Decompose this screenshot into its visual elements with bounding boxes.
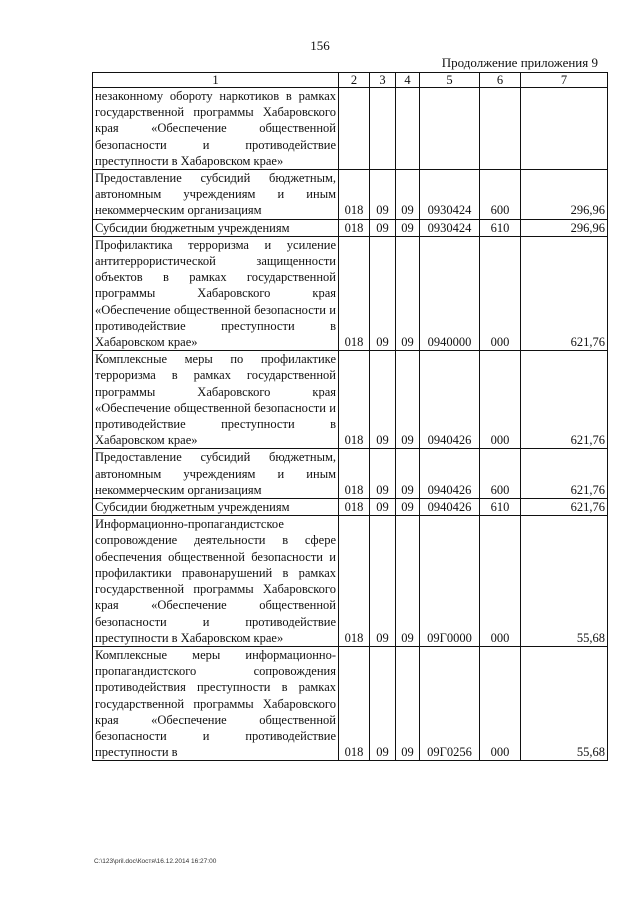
table-row xyxy=(93,646,608,760)
admin-code-cell: 018 xyxy=(339,170,370,220)
subsection-cell: 09 xyxy=(396,351,420,449)
subsection-cell: 09 xyxy=(396,170,420,220)
admin-code-cell: 018 xyxy=(339,646,370,760)
table-row xyxy=(93,219,608,236)
target-article-cell: 09Г0256 xyxy=(420,646,480,760)
row-name-cell: Комплексные меры по профилактике терроризма в рамках государственной программы Хабаровского края «Обеспечение общественной безопасности и противодействие преступности в Хабаровском крае» xyxy=(93,351,339,449)
target-article-cell: 0940426 xyxy=(420,499,480,516)
amount-cell: 621,76 xyxy=(521,449,608,499)
amount-cell: 296,96 xyxy=(521,219,608,236)
subsection-cell xyxy=(396,88,420,170)
row-name-cell: Предоставление субсидий бюджетным, автономным учреждениям и иным некоммерческим организациям xyxy=(93,170,339,220)
section-cell: 09 xyxy=(370,236,396,350)
target-article-cell xyxy=(420,88,480,170)
subsection-cell: 09 xyxy=(396,516,420,647)
expense-type-cell: 000 xyxy=(480,516,521,647)
section-cell: 09 xyxy=(370,170,396,220)
target-article-cell: 09Г0000 xyxy=(420,516,480,647)
subsection-cell: 09 xyxy=(396,236,420,350)
table-row xyxy=(93,236,608,350)
expense-type-cell: 000 xyxy=(480,236,521,350)
expense-type-cell: 000 xyxy=(480,351,521,449)
admin-code-cell xyxy=(339,88,370,170)
amount-cell: 296,96 xyxy=(521,170,608,220)
admin-code-cell: 018 xyxy=(339,236,370,350)
section-cell xyxy=(370,88,396,170)
row-name-cell: Профилактика терроризма и усиление антитеррористической защищенности объектов в рамках государственной программы Хабаровского края «Обеспечение общественной безопасности и противодействие преступности в Хабаровском крае» xyxy=(93,236,339,350)
admin-code-cell: 018 xyxy=(339,351,370,449)
target-article-cell: 0940426 xyxy=(420,351,480,449)
row-name-cell: Субсидии бюджетным учреждениям xyxy=(93,219,339,236)
expense-type-cell: 600 xyxy=(480,170,521,220)
expense-type-cell: 610 xyxy=(480,499,521,516)
column-header: 4 xyxy=(396,73,420,88)
section-cell: 09 xyxy=(370,219,396,236)
amount-cell: 55,68 xyxy=(521,516,608,647)
admin-code-cell: 018 xyxy=(339,516,370,647)
subsection-cell: 09 xyxy=(396,449,420,499)
column-header: 7 xyxy=(521,73,608,88)
subsection-cell: 09 xyxy=(396,646,420,760)
expense-type-cell: 600 xyxy=(480,449,521,499)
admin-code-cell: 018 xyxy=(339,449,370,499)
admin-code-cell: 018 xyxy=(339,499,370,516)
target-article-cell: 0930424 xyxy=(420,170,480,220)
column-header: 1 xyxy=(93,73,339,88)
table-row xyxy=(93,516,608,647)
row-name-cell: Субсидии бюджетным учреждениям xyxy=(93,499,339,516)
section-cell: 09 xyxy=(370,449,396,499)
amount-cell xyxy=(521,88,608,170)
row-name-cell: незаконному обороту наркотиков в рамках государственной программы Хабаровского края «Обеспечение общественной безопасности и противодействие преступности в Хабаровском крае» xyxy=(93,88,339,170)
amount-cell: 621,76 xyxy=(521,236,608,350)
row-name-cell: Комплексные меры информационно-пропагандистского сопровождения противодействия преступности в рамках государственной программы Хабаровского края «Обеспечение общественной безопасности и противодействие преступности в xyxy=(93,646,339,760)
table-row xyxy=(93,88,608,170)
row-name-cell: Предоставление субсидий бюджетным, автономным учреждениям и иным некоммерческим организациям xyxy=(93,449,339,499)
subsection-cell: 09 xyxy=(396,499,420,516)
amount-cell: 621,76 xyxy=(521,499,608,516)
section-cell: 09 xyxy=(370,516,396,647)
header-row xyxy=(93,73,608,88)
expense-type-cell xyxy=(480,88,521,170)
target-article-cell: 0940000 xyxy=(420,236,480,350)
target-article-cell: 0930424 xyxy=(420,219,480,236)
column-header: 3 xyxy=(370,73,396,88)
table-row xyxy=(93,499,608,516)
budget-table xyxy=(92,72,608,761)
amount-cell: 55,68 xyxy=(521,646,608,760)
row-name-cell: Информационно-пропагандистское сопровождение деятельности в сфере обеспечения общественной безопасности и профилактики правонарушений в рамках государственной программы Хабаровского края «Обеспечение общественной безопасности и противодействие преступности в Хабаровском крае» xyxy=(93,516,339,647)
column-header: 6 xyxy=(480,73,521,88)
amount-cell: 621,76 xyxy=(521,351,608,449)
column-header: 2 xyxy=(339,73,370,88)
admin-code-cell: 018 xyxy=(339,219,370,236)
target-article-cell: 0940426 xyxy=(420,449,480,499)
section-cell: 09 xyxy=(370,646,396,760)
expense-type-cell: 610 xyxy=(480,219,521,236)
file-path-footer: C:\123\pril.doc\Костя\16.12.2014 16:27:00 xyxy=(94,858,217,865)
table-row xyxy=(93,449,608,499)
column-header: 5 xyxy=(420,73,480,88)
section-cell: 09 xyxy=(370,351,396,449)
section-cell: 09 xyxy=(370,499,396,516)
table-row xyxy=(93,351,608,449)
continuation-label: Продолжение приложения 9 xyxy=(441,55,598,70)
subsection-cell: 09 xyxy=(396,219,420,236)
page-number: 156 xyxy=(310,38,330,53)
table-row xyxy=(93,170,608,220)
expense-type-cell: 000 xyxy=(480,646,521,760)
